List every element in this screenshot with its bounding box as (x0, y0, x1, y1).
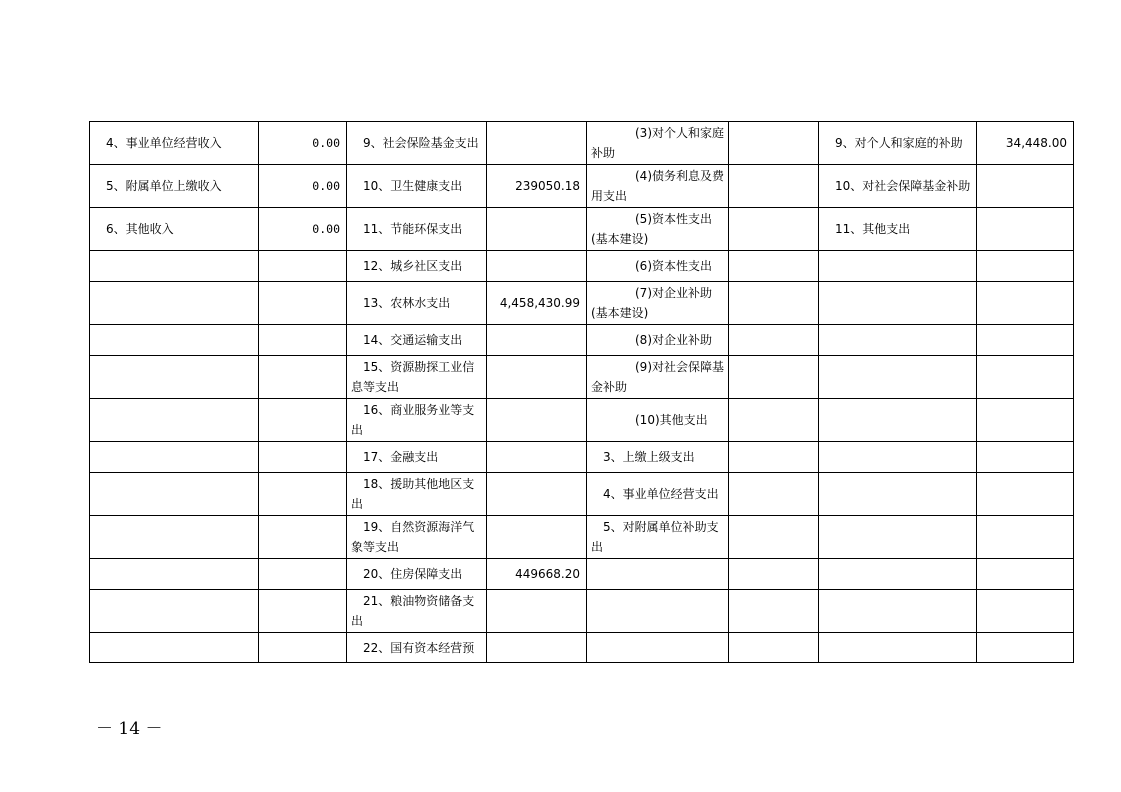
expense-detail-amount (729, 516, 819, 559)
expense-detail-amount (729, 590, 819, 633)
economic-class-label (819, 633, 977, 663)
table-row (90, 633, 1074, 663)
economic-class-label (819, 282, 977, 325)
expense-category-label: 17、金融支出 (347, 442, 487, 473)
economic-class-amount (977, 473, 1074, 516)
expense-detail-amount (729, 282, 819, 325)
table-row (90, 251, 1074, 282)
income-item-label (90, 590, 259, 633)
expense-category-amount (487, 473, 587, 516)
expense-category-amount: 4,458,430.99 (487, 282, 587, 325)
table-row (90, 442, 1074, 473)
economic-class-amount (977, 559, 1074, 590)
economic-class-label (819, 442, 977, 473)
income-amount (259, 590, 347, 633)
expense-detail-amount (729, 559, 819, 590)
expense-detail-label: (8)对企业补助 (587, 325, 729, 356)
expense-category-amount (487, 122, 587, 165)
expense-detail-amount (729, 122, 819, 165)
income-item-label (90, 251, 259, 282)
expense-detail-amount (729, 165, 819, 208)
table-row (90, 122, 1074, 165)
table-row (90, 165, 1074, 208)
expense-detail-amount (729, 251, 819, 282)
expense-detail-label: (5)资本性支出(基本建设) (587, 208, 729, 251)
expense-detail-label (587, 559, 729, 590)
expense-category-amount (487, 325, 587, 356)
expense-category-label: 13、农林水支出 (347, 282, 487, 325)
economic-class-amount (977, 165, 1074, 208)
expense-category-label: 19、自然资源海洋气象等支出 (347, 516, 487, 559)
expense-category-label: 15、资源勘探工业信息等支出 (347, 356, 487, 399)
economic-class-amount (977, 356, 1074, 399)
expense-detail-amount (729, 399, 819, 442)
expense-category-label: 20、住房保障支出 (347, 559, 487, 590)
economic-class-amount (977, 282, 1074, 325)
income-amount (259, 356, 347, 399)
expense-category-amount (487, 442, 587, 473)
income-amount (259, 399, 347, 442)
expense-detail-label: (9)对社会保障基金补助 (587, 356, 729, 399)
economic-class-amount (977, 633, 1074, 663)
expense-detail-label: (6)资本性支出 (587, 251, 729, 282)
table-row (90, 399, 1074, 442)
economic-class-label: 10、对社会保障基金补助 (819, 165, 977, 208)
income-item-label (90, 559, 259, 590)
expense-detail-label (587, 590, 729, 633)
expense-category-label: 11、节能环保支出 (347, 208, 487, 251)
expense-detail-label: 4、事业单位经营支出 (587, 473, 729, 516)
expense-detail-label: (4)债务利息及费用支出 (587, 165, 729, 208)
income-item-label (90, 399, 259, 442)
economic-class-amount (977, 442, 1074, 473)
expense-category-amount (487, 251, 587, 282)
economic-class-amount: 34,448.00 (977, 122, 1074, 165)
expense-category-amount (487, 590, 587, 633)
economic-class-label (819, 590, 977, 633)
expense-detail-amount (729, 356, 819, 399)
income-amount (259, 559, 347, 590)
economic-class-amount (977, 208, 1074, 251)
economic-class-label (819, 399, 977, 442)
income-item-label (90, 356, 259, 399)
page-number: － 14 － (96, 719, 163, 739)
income-amount (259, 442, 347, 473)
expense-detail-label (587, 633, 729, 663)
expense-detail-label: 3、上缴上级支出 (587, 442, 729, 473)
expense-category-label: 21、粮油物资储备支出 (347, 590, 487, 633)
expense-detail-amount (729, 442, 819, 473)
expense-detail-amount (729, 473, 819, 516)
income-amount (259, 473, 347, 516)
economic-class-label (819, 251, 977, 282)
expense-category-label: 10、卫生健康支出 (347, 165, 487, 208)
table-row (90, 282, 1074, 325)
expense-category-amount: 449668.20 (487, 559, 587, 590)
economic-class-amount (977, 251, 1074, 282)
expense-category-amount (487, 399, 587, 442)
expense-category-label: 14、交通运输支出 (347, 325, 487, 356)
table-row (90, 356, 1074, 399)
expense-category-amount: 239050.18 (487, 165, 587, 208)
economic-class-amount (977, 399, 1074, 442)
table-row (90, 516, 1074, 559)
income-amount (259, 325, 347, 356)
economic-class-amount (977, 325, 1074, 356)
economic-class-label: 9、对个人和家庭的补助 (819, 122, 977, 165)
expense-category-label: 22、国有资本经营预 (347, 633, 487, 663)
table-row (90, 208, 1074, 251)
table-row (90, 325, 1074, 356)
economic-class-label (819, 473, 977, 516)
economic-class-label (819, 325, 977, 356)
expense-category-label: 9、社会保险基金支出 (347, 122, 487, 165)
expense-category-amount (487, 356, 587, 399)
income-item-label (90, 516, 259, 559)
table-row (90, 559, 1074, 590)
expense-category-amount (487, 208, 587, 251)
expense-category-amount (487, 516, 587, 559)
expense-category-label: 16、商业服务业等支出 (347, 399, 487, 442)
economic-class-label (819, 559, 977, 590)
expense-detail-amount (729, 208, 819, 251)
income-amount (259, 633, 347, 663)
table-row (90, 590, 1074, 633)
income-item-label: 5、附属单位上缴收入 (90, 165, 259, 208)
income-item-label: 6、其他收入 (90, 208, 259, 251)
income-item-label (90, 633, 259, 663)
income-amount: 0.00 (259, 122, 347, 165)
expense-detail-label: 5、对附属单位补助支出 (587, 516, 729, 559)
expense-detail-label: (3)对个人和家庭补助 (587, 122, 729, 165)
expense-detail-label: (7)对企业补助(基本建设) (587, 282, 729, 325)
economic-class-amount (977, 590, 1074, 633)
expense-detail-amount (729, 325, 819, 356)
expense-category-label: 18、援助其他地区支出 (347, 473, 487, 516)
economic-class-amount (977, 516, 1074, 559)
income-amount (259, 516, 347, 559)
table-row (90, 473, 1074, 516)
budget-table (89, 121, 1074, 663)
economic-class-label (819, 356, 977, 399)
income-item-label: 4、事业单位经营收入 (90, 122, 259, 165)
income-item-label (90, 473, 259, 516)
expense-category-amount (487, 633, 587, 663)
economic-class-label: 11、其他支出 (819, 208, 977, 251)
income-item-label (90, 282, 259, 325)
economic-class-label (819, 516, 977, 559)
income-amount (259, 251, 347, 282)
income-item-label (90, 325, 259, 356)
expense-category-label: 12、城乡社区支出 (347, 251, 487, 282)
expense-detail-label: (10)其他支出 (587, 399, 729, 442)
income-item-label (90, 442, 259, 473)
income-amount: 0.00 (259, 165, 347, 208)
expense-detail-amount (729, 633, 819, 663)
income-amount (259, 282, 347, 325)
income-amount: 0.00 (259, 208, 347, 251)
